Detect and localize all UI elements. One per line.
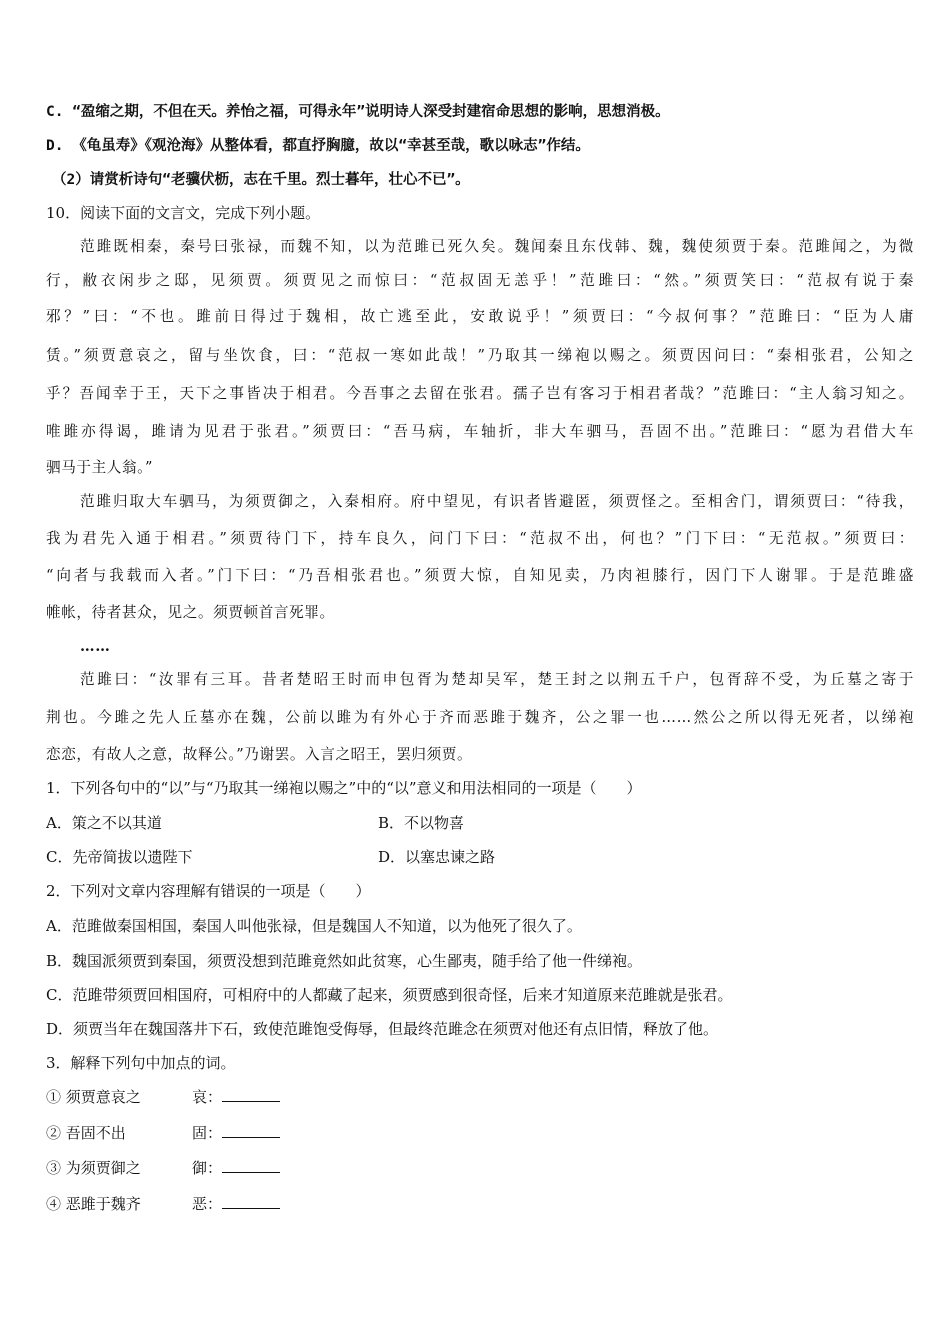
- sub-question-3-prompt: 3．解释下列句中加点的词。: [46, 1054, 236, 1072]
- passage-line: 邪？”曰：“不也。雎前日得过于魏相，故亡逃至此，安敢说乎！”须贾曰：“今叔何事？”范雎曰：“臣为人庸: [46, 308, 914, 325]
- answer-blank[interactable]: [222, 1158, 280, 1173]
- sub-question-2-option-d: D．须贾当年在魏国落井下石，致使范雎饱受侮辱，但最终范雎念在须贾对他还有点旧情，释放了他。: [46, 1020, 719, 1038]
- prev-subquestion-2: （2）请赏析诗句“老骥伏枥，志在千里。烈士暮年，壮心不已”。: [52, 172, 470, 188]
- passage-line: 乎？吾闻幸于王，天下之事皆决于相君。今吾事之去留在张君。孺子岂有客习于相君者哉？”范雎曰：“主人翁习知之。: [46, 385, 914, 402]
- lexicon-item-2: ② 吾固不出: [46, 1124, 126, 1142]
- passage-line: 范雎曰：“汝罪有三耳。昔者楚昭王时而申包胥为楚却吴军，楚王封之以荆五千户，包胥辞不受，为丘墓之寄于: [80, 671, 914, 688]
- lexicon-key: 哀：: [192, 1088, 223, 1106]
- lexicon-answer-2: [192, 1123, 280, 1143]
- passage-line: 范雎归取大车驷马，为须贾御之，入秦相府。府中望见，有识者皆避匿，须贾怪之。至相舍门，谓须贾曰：“待我，: [80, 493, 914, 510]
- sub-question-1-option-a: A．策之不以其道: [46, 814, 162, 832]
- lexicon-item-1: ① 须贾意哀之: [46, 1088, 141, 1106]
- passage-line: 赁。”须贾意哀之，留与坐饮食，曰：“范叔一寒如此哉！”乃取其一绨袍以赐之。须贾因问曰：“秦相张君，公知之: [46, 347, 914, 364]
- sub-question-1-option-b: B．不以物喜: [378, 814, 465, 832]
- passage-line: 唯雎亦得谒，雎请为见君于张君。”须贾曰：“吾马病，车轴折，非大车驷马，吾固不出。”范雎曰：“愿为君借大车: [46, 423, 914, 440]
- sub-question-2-option-c: C．范雎带须贾回相国府，可相府中的人都藏了起来，须贾感到很奇怪，后来才知道原来范雎就是张君。: [46, 986, 733, 1004]
- question-10-prompt: 10．阅读下面的文言文，完成下列小题。: [46, 204, 321, 222]
- lexicon-key: 固：: [192, 1124, 223, 1142]
- lexicon-item-4: ④ 恶雎于魏齐: [46, 1195, 141, 1213]
- passage-line: 驷马于主人翁。”: [46, 459, 154, 476]
- passage-line: 恋恋，有故人之意，故释公。”乃谢罢。入言之昭王，罢归须贾。: [46, 746, 473, 763]
- lexicon-answer-3: [192, 1158, 280, 1178]
- answer-blank[interactable]: [222, 1087, 280, 1102]
- answer-blank[interactable]: [222, 1123, 280, 1138]
- lexicon-answer-1: [192, 1087, 280, 1107]
- prev-option-c: C. “盈缩之期，不但在天。养怡之福，可得永年”说明诗人深受封建宿命思想的影响，思想消极。: [46, 104, 670, 120]
- passage-line: 我为君先入通于相君。”须贾待门下，持车良久，问门下曰：“范叔不出，何也？”门下曰：“无范叔。”须贾曰：: [46, 530, 914, 547]
- passage-ellipsis: ……: [80, 638, 111, 655]
- sub-question-1-option-c: C．先帝简拔以遗陛下: [46, 848, 193, 866]
- passage-line: “向者与我载而入者。”门下曰：“乃吾相张君也。”须贾大惊，自知见卖，乃肉袒膝行，因门下人谢罪。于是范雎盛: [46, 567, 914, 584]
- answer-blank[interactable]: [222, 1194, 280, 1209]
- passage-line: 范雎既相秦，秦号曰张禄，而魏不知，以为范雎已死久矣。魏闻秦且东伐韩、魏，魏使须贾于秦。范雎闻之，为微: [80, 238, 914, 255]
- lexicon-answer-4: [192, 1194, 280, 1214]
- passage-line: 荆也。今雎之先人丘墓亦在魏，公前以雎为有外心于齐而恶雎于魏齐，公之罪一也……然公之所以得无死者，以绨袍: [46, 709, 914, 726]
- sub-question-1-option-d: D．以塞忠谏之路: [378, 848, 496, 866]
- sub-question-2-option-b: B．魏国派须贾到秦国，须贾没想到范雎竟然如此贫寒，心生鄙夷，随手给了他一件绨袍。: [46, 952, 643, 970]
- sub-question-1-prompt: 1．下列各句中的“以”与“乃取其一绨袍以赐之”中的“以”意义和用法相同的一项是（ ）: [46, 779, 642, 797]
- lexicon-key: 御：: [192, 1159, 223, 1177]
- passage-line: 帷帐，待者甚众，见之。须贾顿首言死罪。: [46, 604, 335, 621]
- sub-question-2-prompt: 2．下列对文章内容理解有错误的一项是（ ）: [46, 882, 371, 900]
- sub-question-2-option-a: A．范雎做秦国相国，秦国人叫他张禄，但是魏国人不知道，以为他死了很久了。: [46, 917, 582, 935]
- lexicon-item-3: ③ 为须贾御之: [46, 1159, 141, 1177]
- lexicon-key: 恶：: [192, 1195, 223, 1213]
- prev-option-d: D. 《龟虽寿》《观沧海》从整体看，都直抒胸臆，故以“幸甚至哉，歌以咏志”作结。: [46, 138, 590, 154]
- passage-line: 行，敝衣闲步之邸，见须贾。须贾见之而惊曰：“范叔固无恙乎！”范雎曰：“然。”须贾笑曰：“范叔有说于秦: [46, 272, 914, 289]
